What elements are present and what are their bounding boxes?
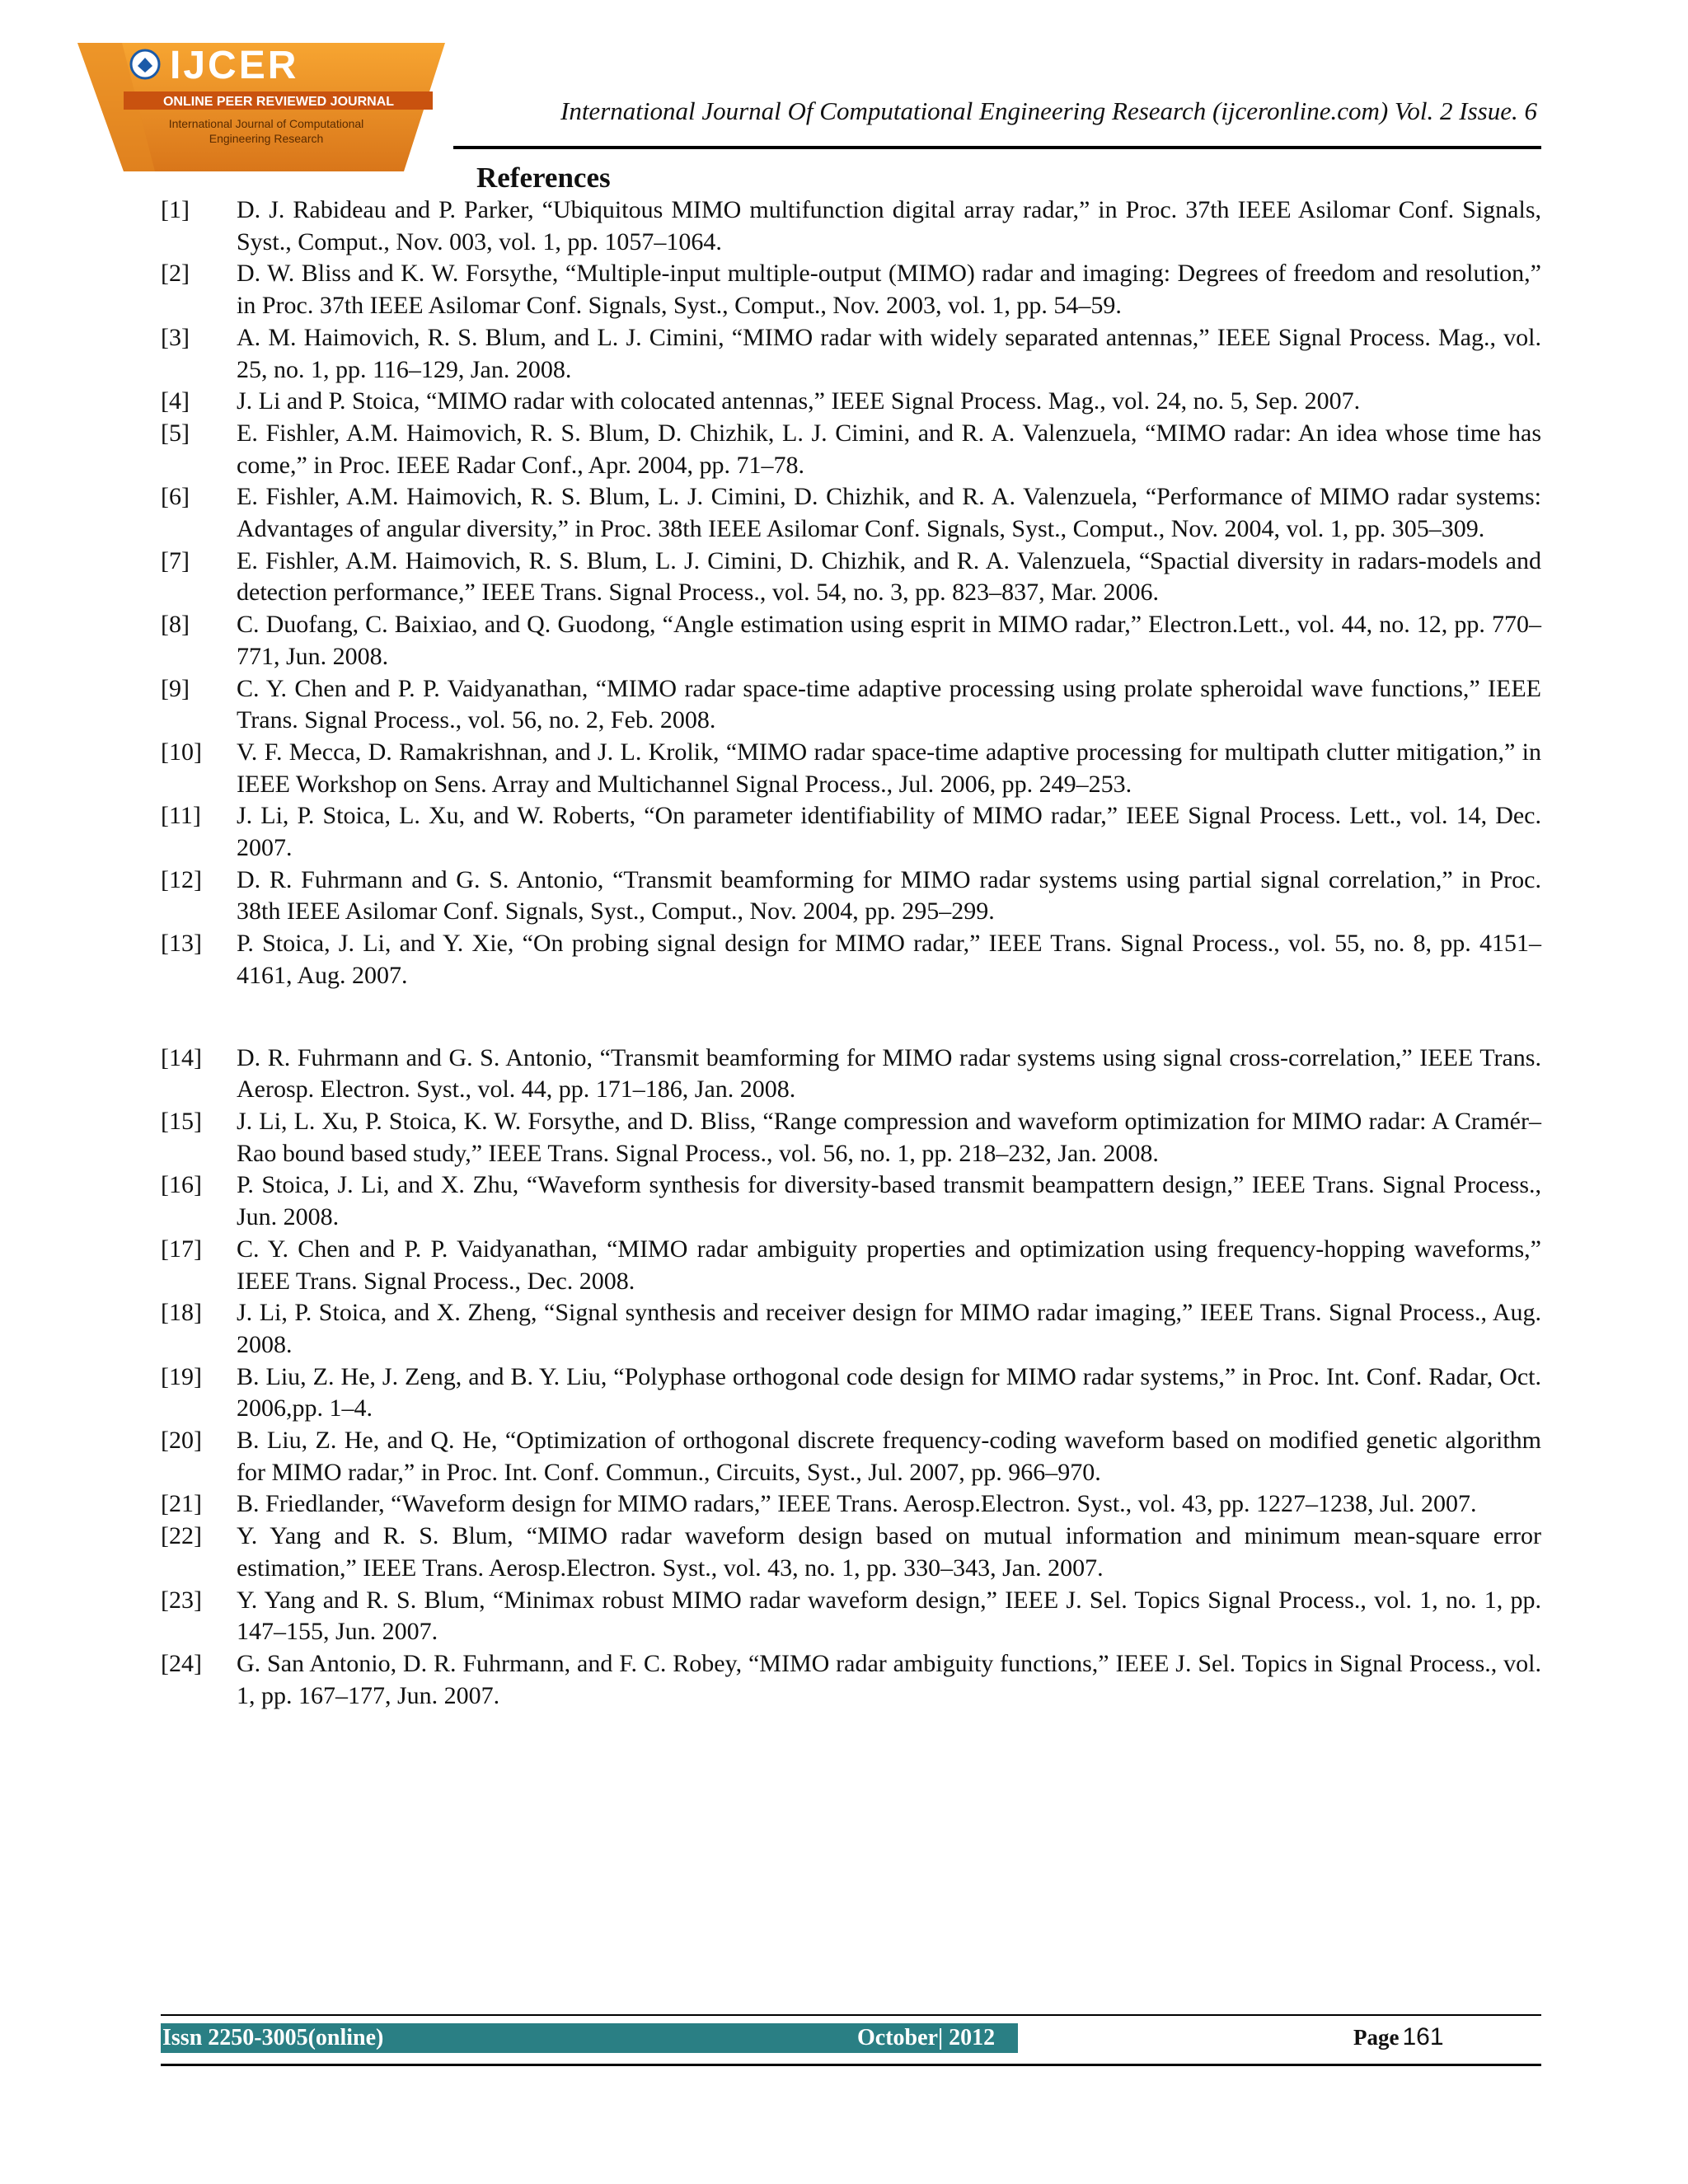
reference-number: [15] (161, 1107, 202, 1135)
reference-number: [12] (161, 865, 202, 893)
reference-entry (161, 1043, 1541, 1106)
reference-number: [19] (161, 1362, 202, 1390)
reference-entry (161, 800, 1541, 864)
reference-number: [1] (161, 196, 190, 223)
reference-number: [2] (161, 260, 190, 288)
reference-entry (161, 1648, 1541, 1712)
reference-text: D. J. Rabideau and P. Parker, “Ubiquitous MIMO multifunction digital array radar,” in Proc. 37th IEEE Asilomar Conf. Signals, Syst., Comput., Nov. 003, vol. 1, pp. 1057–1064. (237, 196, 1541, 255)
reference-text: D. R. Fuhrmann and G. S. Antonio, “Transmit beamforming for MIMO radar systems using partial signal correlation,” in Proc. 38th IEEE Asilomar Conf. Signals, Syst., Comput., Nov. 2004, pp. 295–299. (237, 865, 1541, 926)
page-number: 161 (1402, 2023, 1444, 2050)
reference-entry (161, 481, 1541, 545)
reference-text: G. San Antonio, D. R. Fuhrmann, and F. C. Robey, “MIMO radar ambiguity functions,” IEEE J. Sel. Topics in Signal Process., vol. 1, pp. 167–177, Jun. 2007. (237, 1649, 1541, 1709)
footer-issn: Issn 2250-3005(online) (162, 2025, 384, 2050)
reference-entry (161, 1106, 1541, 1169)
reference-number: [24] (161, 1649, 202, 1677)
reference-entry (161, 865, 1541, 928)
reference-entry (161, 1425, 1541, 1488)
reference-text: J. Li, P. Stoica, L. Xu, and W. Roberts, “On parameter identifiability of MIMO radar,” IEEE Signal Process. Lett., vol. 14, Dec. 2007. (237, 802, 1541, 862)
reference-number: [21] (161, 1490, 202, 1518)
reference-text: P. Stoica, J. Li, and X. Zhu, “Waveform synthesis for diversity-based transmit beampattern design,” IEEE Trans. Signal Process., Jun. 2008. (237, 1171, 1541, 1231)
reference-entry (161, 418, 1541, 481)
reference-number: [4] (161, 387, 190, 415)
reference-text: J. Li and P. Stoica, “MIMO radar with colocated antennas,” IEEE Signal Process. Mag., vol. 24, no. 5, Sep. 2007. (237, 387, 1361, 415)
reference-number: [5] (161, 419, 190, 447)
reference-text: E. Fishler, A.M. Haimovich, R. S. Blum, L. J. Cimini, D. Chizhik, and R. A. Valenzuela, “Spactial diversity in radars-models and detection performance,” IEEE Trans. Signal Process., vol. 54, no. 3, pp. 823–837, Mar. 2006. (237, 546, 1541, 607)
reference-text: A. M. Haimovich, R. S. Blum, and L. J. Cimini, “MIMO radar with widely separated antennas,” IEEE Signal Process. Mag., vol. 25, no. 1, pp. 116–129, Jan. 2008. (237, 323, 1541, 383)
reference-text: E. Fishler, A.M. Haimovich, R. S. Blum, L. J. Cimini, D. Chizhik, and R. A. Valenzuela, “Performance of MIMO radar systems: Advantages of angular diversity,” in Proc. 38th IEEE Asilomar Conf. Signals, Syst., Comput., Nov. 2004, vol. 1, pp. 305–309. (237, 483, 1541, 543)
page-label: Page (1353, 2025, 1400, 2050)
reference-entry (161, 1169, 1541, 1233)
reference-entry (161, 1585, 1541, 1648)
reference-number: [6] (161, 483, 190, 511)
logo-wordmark: IJCER (170, 44, 299, 87)
logo-subtitle-line1: International Journal of Computational (168, 117, 364, 130)
reference-entry (161, 1488, 1541, 1521)
reference-entry (161, 322, 1541, 386)
journal-title: International Journal Of Computational Engineering Research (ijceronline.com) Vol. 2 Issue. 6 (560, 96, 1537, 125)
footer-page (1353, 2021, 1444, 2058)
reference-gap (161, 992, 1541, 1043)
reference-text: D. W. Bliss and K. W. Forsythe, “Multiple-input multiple-output (MIMO) radar and imaging: Degrees of freedom and resolution,” in Proc. 37th IEEE Asilomar Conf. Signals, Syst., Comput., Nov. 2003, vol. 1, pp. 54–59. (237, 260, 1541, 320)
reference-number: [23] (161, 1586, 202, 1614)
reference-entry (161, 1521, 1541, 1584)
reference-number: [11] (161, 802, 201, 830)
reference-number: [22] (161, 1522, 202, 1550)
reference-entry (161, 1361, 1541, 1425)
reference-number: [8] (161, 611, 190, 639)
reference-text: C. Duofang, C. Baixiao, and Q. Guodong, “Angle estimation using esprit in MIMO radar,” Electron.Lett., vol. 44, no. 12, pp. 770–771, Jun. 2008. (237, 611, 1541, 670)
reference-text: D. R. Fuhrmann and G. S. Antonio, “Transmit beamforming for MIMO radar systems using signal cross-correlation,” IEEE Trans. Aerosp. Electron. Syst., vol. 44, pp. 171–186, Jan. 2008. (237, 1043, 1541, 1104)
footer-bottom-rule (161, 2064, 1541, 2066)
reference-number: [13] (161, 930, 202, 958)
reference-text: B. Friedlander, “Waveform design for MIMO radars,” IEEE Trans. Aerosp.Electron. Syst., vol. 43, pp. 1227–1238, Jul. 2007. (237, 1490, 1477, 1518)
reference-text: C. Y. Chen and P. P. Vaidyanathan, “MIMO radar space-time adaptive processing using prolate spheroidal wave functions,” IEEE Trans. Signal Process., vol. 56, no. 2, Feb. 2008. (237, 674, 1541, 734)
reference-text: J. Li, L. Xu, P. Stoica, K. W. Forsythe, and D. Bliss, “Range compression and waveform optimization for MIMO radar: A Cramér–Rao bound based study,” IEEE Trans. Signal Process., vol. 56, no. 1, pp. 218–232, Jan. 2008. (237, 1107, 1541, 1167)
reference-text: E. Fishler, A.M. Haimovich, R. S. Blum, D. Chizhik, L. J. Cimini, and R. A. Valenzuela, “MIMO radar: An idea whose time has come,” in Proc. IEEE Radar Conf., Apr. 2004, pp. 71–78. (237, 419, 1541, 479)
footer-date: October| 2012 (857, 2025, 996, 2050)
reference-entry (161, 1234, 1541, 1297)
reference-number: [20] (161, 1427, 202, 1455)
reference-entry (161, 258, 1541, 321)
reference-number: [7] (161, 546, 190, 574)
reference-entry (161, 386, 1541, 418)
reference-text: Y. Yang and R. S. Blum, “MIMO radar waveform design based on mutual information and minimum mean-square error estimation,” IEEE Trans. Aerosp.Electron. Syst., vol. 43, no. 1, pp. 330–343, Jan. 2007. (237, 1522, 1541, 1582)
reference-list (161, 194, 1541, 1712)
reference-entry (161, 673, 1541, 737)
reference-number: [17] (161, 1235, 202, 1263)
reference-number: [14] (161, 1043, 202, 1071)
reference-text: P. Stoica, J. Li, and Y. Xie, “On probing signal design for MIMO radar,” IEEE Trans. Signal Process., vol. 55, no. 8, pp. 4151–4161, Aug. 2007. (237, 930, 1541, 989)
reference-entry (161, 609, 1541, 673)
reference-entry (161, 737, 1541, 800)
references-heading: References (476, 162, 611, 194)
reference-text: V. F. Mecca, D. Ramakrishnan, and J. L. Krolik, “MIMO radar space-time adaptive processing for multipath clutter mitigation,” in IEEE Workshop on Sens. Array and Multichannel Signal Process., Jul. 2006, pp. 249–253. (237, 738, 1541, 798)
reference-number: [3] (161, 323, 190, 351)
reference-text: Y. Yang and R. S. Blum, “Minimax robust MIMO radar waveform design,” IEEE J. Sel. Topics Signal Process., vol. 1, no. 1, pp. 147–155, Jun. 2007. (237, 1586, 1541, 1646)
reference-text: B. Liu, Z. He, and Q. He, “Optimization of orthogonal discrete frequency-coding waveform based on modified genetic algorithm for MIMO radar,” in Proc. Int. Conf. Commun., Circuits, Syst., Jul. 2007, pp. 966–970. (237, 1427, 1541, 1486)
reference-number: [10] (161, 738, 202, 766)
reference-text: J. Li, P. Stoica, and X. Zheng, “Signal synthesis and receiver design for MIMO radar imaging,” IEEE Trans. Signal Process., Aug. 2008. (237, 1299, 1541, 1358)
reference-text: C. Y. Chen and P. P. Vaidyanathan, “MIMO radar ambiguity properties and optimization using frequency-hopping waveforms,” IEEE Trans. Signal Process., Dec. 2008. (237, 1235, 1541, 1295)
reference-entry (161, 1297, 1541, 1361)
reference-entry (161, 194, 1541, 258)
reference-entry (161, 928, 1541, 991)
reference-text: B. Liu, Z. He, J. Zeng, and B. Y. Liu, “Polyphase orthogonal code design for MIMO radar systems,” in Proc. Int. Conf. Radar, Oct. 2006,pp. 1–4. (237, 1362, 1541, 1422)
reference-number: [16] (161, 1171, 202, 1199)
reference-number: [9] (161, 674, 190, 702)
reference-number: [18] (161, 1299, 202, 1327)
reference-entry (161, 546, 1541, 609)
logo-subtitle-line2: Engineering Research (209, 132, 324, 145)
footer-top-rule (161, 2014, 1541, 2016)
header-rule (453, 146, 1541, 149)
journal-logo (73, 41, 450, 173)
logo-tagline: ONLINE PEER REVIEWED JOURNAL (162, 95, 395, 109)
